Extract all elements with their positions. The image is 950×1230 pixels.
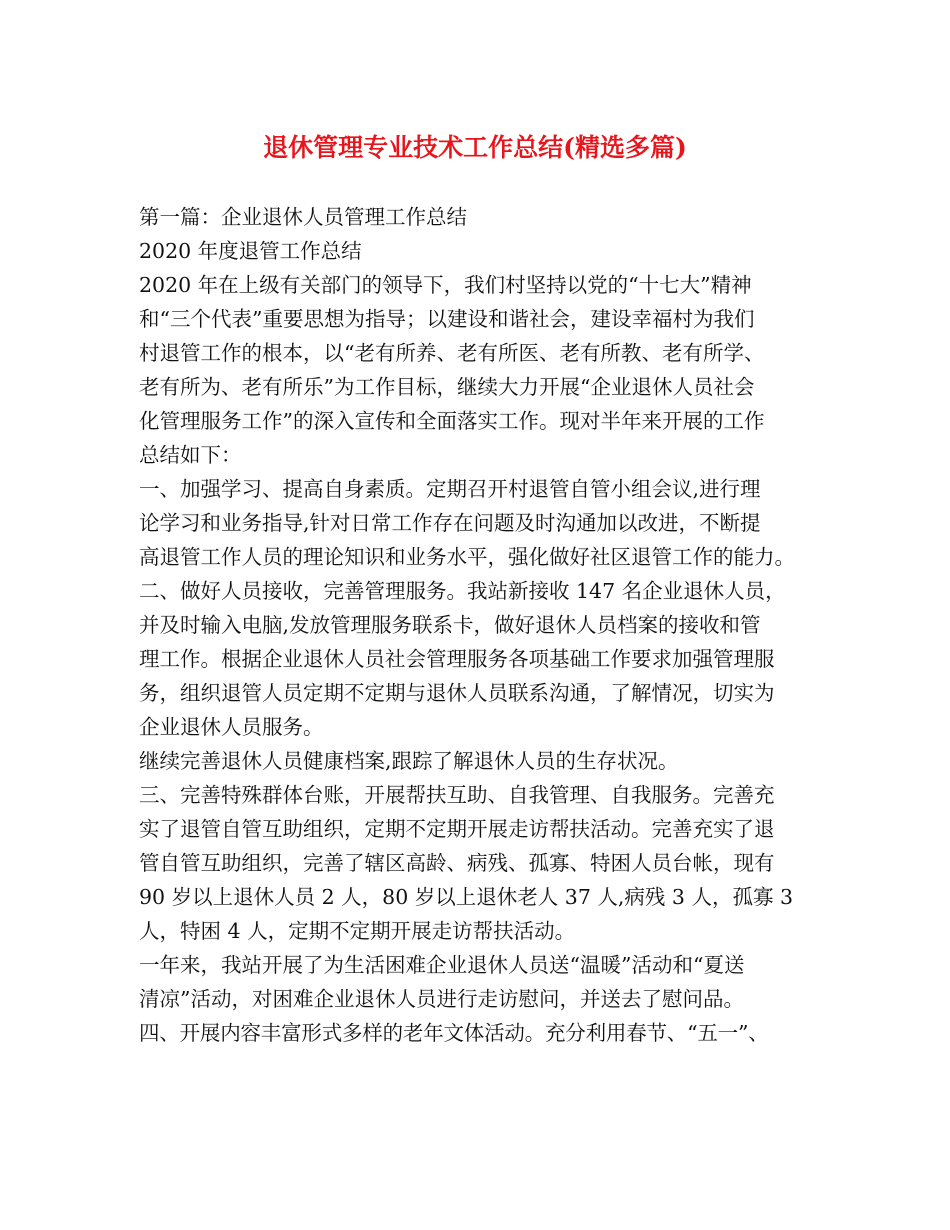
- body-line: 2020 年度退管工作总结: [139, 239, 362, 263]
- document-title: 退休管理专业技术工作总结(精选多篇): [263, 133, 687, 162]
- document-body: [139, 200, 829, 1050]
- body-line: 务，组织退管人员定期不定期与退休人员联系沟通，了解情况，切实为: [139, 681, 775, 705]
- body-line: 高退管工作人员的理论知识和业务水平，强化做好社区退管工作的能力。: [139, 545, 795, 569]
- body-line: 一、加强学习、提高自身素质。定期召开村退管自管小组会议,进行理: [139, 477, 761, 501]
- body-line: 企业退休人员服务。: [139, 715, 324, 739]
- body-line: 90 岁以上退休人员 2 人，80 岁以上退休老人 37 人,病残 3 人，孤寡 3: [139, 885, 794, 909]
- body-line: 一年来，我站开展了为生活困难企业退休人员送“温暖”活动和“夏送: [139, 953, 745, 977]
- body-line: 2020 年在上级有关部门的领导下，我们村坚持以党的“十七大”精神: [139, 273, 752, 297]
- body-line: 老有所为、老有所乐”为工作目标，继续大力开展“企业退休人员社会: [139, 375, 755, 399]
- body-line: 实了退管自管互助组织，定期不定期开展走访帮扶活动。完善充实了退: [139, 817, 775, 841]
- body-line: 村退管工作的根本，以“老有所养、老有所医、老有所教、老有所学、: [139, 341, 765, 365]
- body-line: 二、做好人员接收，完善管理服务。我站新接收 147 名企业退休人员，: [139, 579, 786, 603]
- body-line: 论学习和业务指导,针对日常工作存在问题及时沟通加以改进，不断提: [139, 511, 761, 535]
- body-line: 清凉”活动，对困难企业退休人员进行走访慰问，并送去了慰问品。: [139, 987, 744, 1011]
- body-line: 管自管互助组织，完善了辖区高龄、病残、孤寡、特困人员台帐，现有: [139, 851, 775, 875]
- body-line: 三、完善特殊群体台账，开展帮扶互助、自我管理、自我服务。完善充: [139, 783, 775, 807]
- body-line: 人，特困 4 人，定期不定期开展走访帮扶活动。: [139, 919, 576, 943]
- body-line: 理工作。根据企业退休人员社会管理服务各项基础工作要求加强管理服: [139, 647, 775, 671]
- body-line: 总结如下：: [139, 443, 242, 467]
- body-line: 并及时输入电脑,发放管理服务联系卡，做好退休人员档案的接收和管: [139, 613, 761, 637]
- body-line: 四、开展内容丰富形式多样的老年文体活动。充分利用春节、“五一”、: [139, 1021, 769, 1045]
- body-line: 继续完善退休人员健康档案,跟踪了解退休人员的生存状况。: [139, 749, 679, 773]
- body-line: 化管理服务工作”的深入宣传和全面落实工作。现对半年来开展的工作: [139, 409, 765, 433]
- body-line: 第一篇：企业退休人员管理工作总结: [139, 205, 467, 229]
- body-line: 和“三个代表”重要思想为指导；以建设和谐社会，建设幸福村为我们: [139, 307, 755, 331]
